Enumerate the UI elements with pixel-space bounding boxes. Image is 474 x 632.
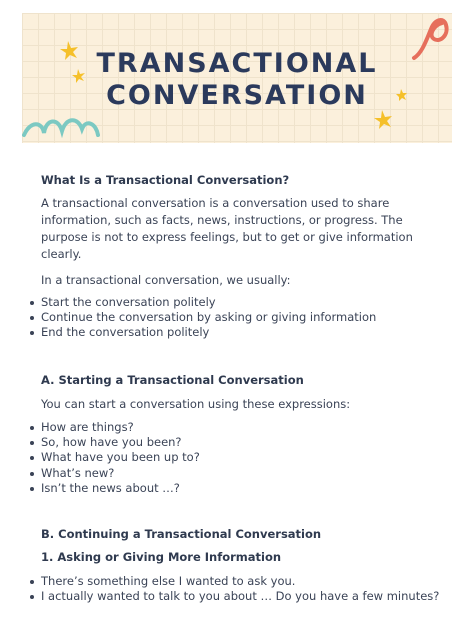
intro-paragraph: A transactional conversation is a conversation used to share information, such as facts, news, instructions, or progress. The purpose is not to express feelings, but to get or give information clearly. xyxy=(41,196,413,261)
list-item: How are things? xyxy=(28,420,200,435)
list-item: So, how have you been? xyxy=(28,435,200,450)
section-a-heading: A. Starting a Transactional Conversation xyxy=(41,373,304,387)
list-item: End the conversation politely xyxy=(28,325,376,340)
list-item: Continue the conversation by asking or giving information xyxy=(28,310,376,325)
list-item: Isn’t the news about …? xyxy=(28,481,200,496)
section-a-lead: You can start a conversation using these expressions: xyxy=(41,397,351,411)
intro-heading: What Is a Transactional Conversation? xyxy=(41,173,290,187)
list-item: What have you been up to? xyxy=(28,450,200,465)
list-item: Start the conversation politely xyxy=(28,295,376,310)
intro-list xyxy=(28,295,376,341)
list-item: There’s something else I wanted to ask you. xyxy=(28,574,439,589)
section-a-list xyxy=(28,420,200,496)
list-item: I actually wanted to talk to you about … Do you have a few minutes? xyxy=(28,589,439,604)
wave-icon xyxy=(24,120,98,135)
section-b-subheading: 1. Asking or Giving More Information xyxy=(41,550,282,564)
banner-title-line-2: CONVERSATION xyxy=(106,80,368,111)
title-banner xyxy=(22,13,452,143)
section-b-heading: B. Continuing a Transactional Conversation xyxy=(41,527,322,541)
banner-title-line-1: TRANSACTIONAL xyxy=(96,48,378,79)
list-item: What’s new? xyxy=(28,466,200,481)
star-icon xyxy=(374,110,392,129)
intro-lead: In a transactional conversation, we usually: xyxy=(41,273,291,287)
section-b-list xyxy=(28,574,439,604)
